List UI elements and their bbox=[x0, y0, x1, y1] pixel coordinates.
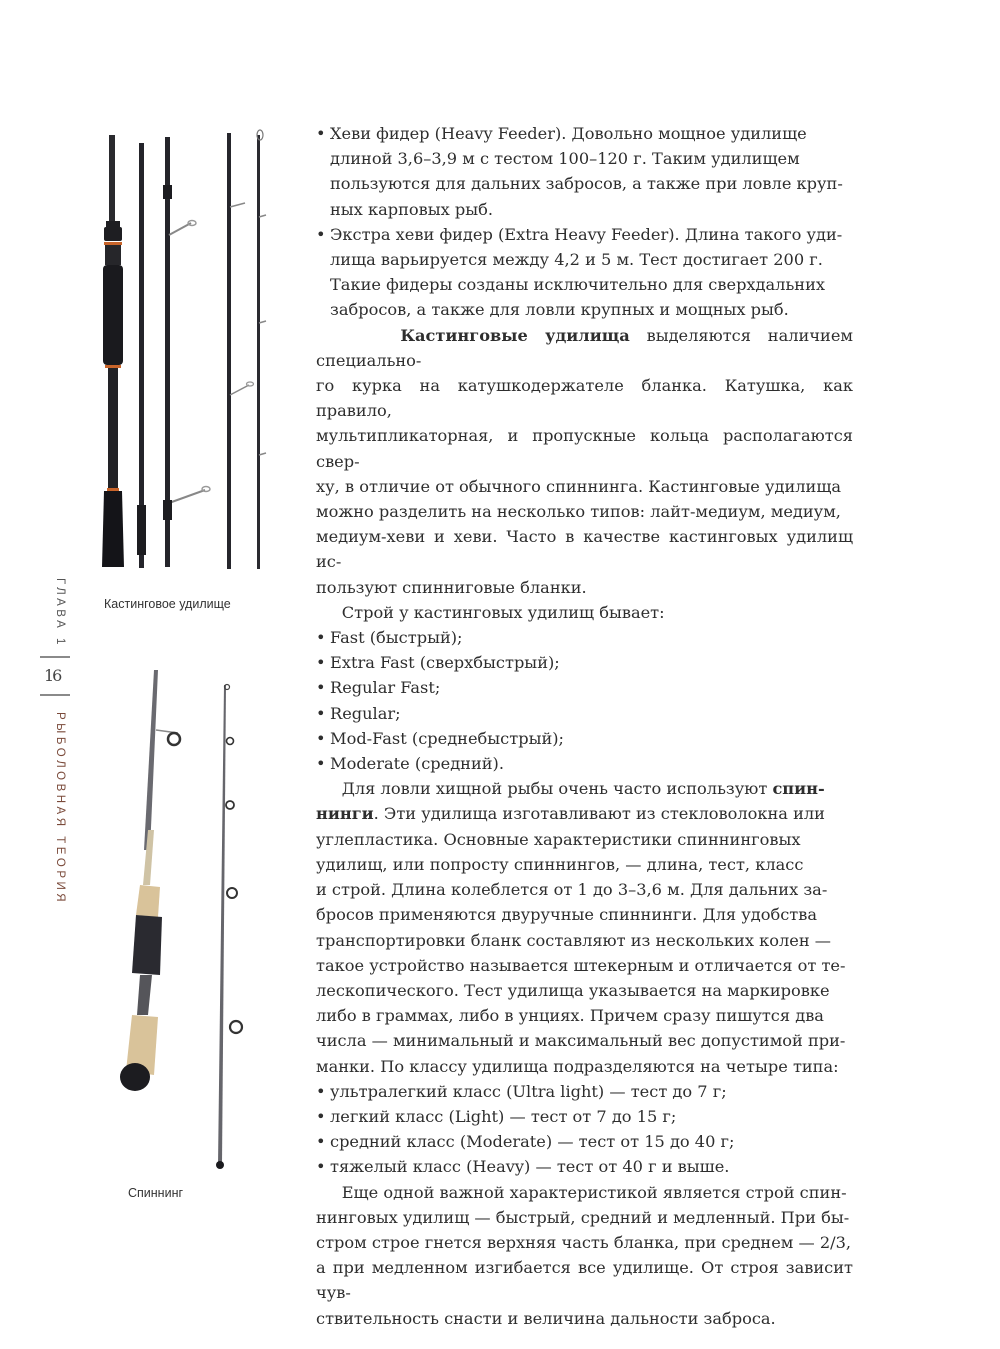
term-spinning-cont: нинги bbox=[316, 804, 374, 824]
line: и строй. Длина колеблется от 1 до 3–3,6 м. Для дальних за- bbox=[316, 880, 828, 900]
list-item: • Mod-Fast (среднебыстрый); bbox=[316, 726, 853, 751]
line: Такие фидеры созданы исключительно для сверхдальних bbox=[330, 275, 825, 295]
line: мультипликаторная, и пропускные кольца располагаются свер- bbox=[316, 426, 853, 471]
line: углепластика. Основные характеристики спиннинговых bbox=[316, 829, 801, 849]
line: пользуются для дальних забросов, а также при ловле круп- bbox=[330, 174, 843, 194]
line: пользуют спинниговые бланки. bbox=[316, 577, 587, 597]
list-item: • легкий класс (Light) — тест от 7 до 15 г; bbox=[316, 1104, 853, 1129]
line: . Эти удилища изготавливают из стекловолокна или bbox=[373, 804, 825, 824]
term-casting: Кастинговые удилища bbox=[400, 325, 630, 345]
line: ствительность снасти и величина дальности заброса. bbox=[316, 1308, 776, 1328]
chapter-label: ГЛАВА 1 bbox=[54, 578, 66, 648]
list-item bbox=[316, 222, 853, 323]
line: лескопического. Тест удилища указывается на маркировке bbox=[316, 980, 830, 1000]
line: го курка на катушкодержателе бланка. Катушка, как правило, bbox=[316, 376, 853, 421]
divider-top bbox=[40, 656, 70, 658]
list-item: • Extra Fast (сверхбыстрый); bbox=[316, 650, 853, 675]
list-item: • Regular Fast; bbox=[316, 675, 853, 700]
line: манки. По классу удилища подразделяются на четыре типа: bbox=[316, 1056, 839, 1076]
spinning-rod-caption: Спиннинг bbox=[128, 1186, 184, 1200]
line: удилищ, или попросту спиннингов, — длина, тест, класс bbox=[316, 854, 804, 874]
casting-paragraph bbox=[316, 323, 853, 600]
line: Хеви фидер (Heavy Feeder). Довольно мощное удилище bbox=[330, 124, 807, 143]
list-item: • средний класс (Moderate) — тест от 15 до 40 г; bbox=[316, 1129, 853, 1154]
casting-rod-image bbox=[95, 125, 275, 575]
line: а при медленном изгибается все удилище. От строя зависит чув- bbox=[316, 1258, 853, 1303]
term-spinning: спин- bbox=[772, 779, 825, 799]
line: стром строе гнется верхняя часть бланка, при среднем — 2/3, bbox=[316, 1232, 852, 1252]
list-item: • Fast (быстрый); bbox=[316, 625, 853, 650]
line: Строй у кастинговых удилищ бывает: bbox=[341, 602, 665, 622]
line: транспортировки бланк составляют из нескольких колен — bbox=[316, 930, 831, 950]
section-label: РЫБОЛОВНАЯ ТЕОРИЯ bbox=[54, 712, 66, 906]
line: Еще одной важной характеристикой является строй спин- bbox=[341, 1182, 847, 1202]
line: ных карповых рыб. bbox=[330, 199, 494, 219]
list-item: • Regular; bbox=[316, 701, 853, 726]
line: медиум-хеви и хеви. Часто в качестве кастинговых удилищ ис- bbox=[316, 527, 853, 572]
page-number: 16 bbox=[44, 666, 61, 685]
action-intro bbox=[316, 600, 853, 625]
action-paragraph bbox=[316, 1180, 853, 1331]
line: выделяются наличием специально- bbox=[316, 325, 853, 370]
line: либо в граммах, либо в унциях. Причем сразу пишутся два bbox=[316, 1006, 824, 1026]
line: Для ловли хищной рыбы очень часто используют bbox=[341, 779, 773, 799]
spinning-rod-image bbox=[110, 665, 260, 1175]
spinning-paragraph bbox=[316, 776, 853, 1078]
list-item: • Moderate (средний). bbox=[316, 751, 853, 776]
list-item: • ультралегкий класс (Ultra light) — тест до 7 г; bbox=[316, 1079, 853, 1104]
line: можно разделить на несколько типов: лайт-медиум, медиум, bbox=[316, 502, 841, 522]
line: такое устройство называется штекерным и отличается от те- bbox=[316, 955, 846, 975]
line: забросов, а также для ловли крупных и мощных рыб. bbox=[330, 300, 789, 320]
line: числа — минимальный и максимальный вес допустимой при- bbox=[316, 1031, 846, 1051]
line: Экстра хеви фидер (Extra Heavy Feeder). Длина такого уди- bbox=[330, 224, 843, 244]
line: нинговых удилищ — быстрый, средний и медленный. При бы- bbox=[316, 1207, 850, 1227]
list-item: • тяжелый класс (Heavy) — тест от 40 г и выше. bbox=[316, 1154, 853, 1179]
line: бросов применяются двуручные спиннинги. Для удобства bbox=[316, 905, 818, 925]
list-item bbox=[316, 121, 853, 222]
line: ху, в отличие от обычного спиннинга. Кастинговые удилища bbox=[316, 476, 842, 496]
divider-bottom bbox=[40, 694, 70, 696]
line: длиной 3,6–3,9 м с тестом 100–120 г. Таким удилищем bbox=[330, 149, 800, 169]
line: лища варьируется между 4,2 и 5 м. Тест достигает 200 г. bbox=[330, 250, 823, 270]
casting-rod-caption: Кастинговое удилище bbox=[104, 597, 231, 611]
body-text bbox=[316, 121, 853, 1331]
